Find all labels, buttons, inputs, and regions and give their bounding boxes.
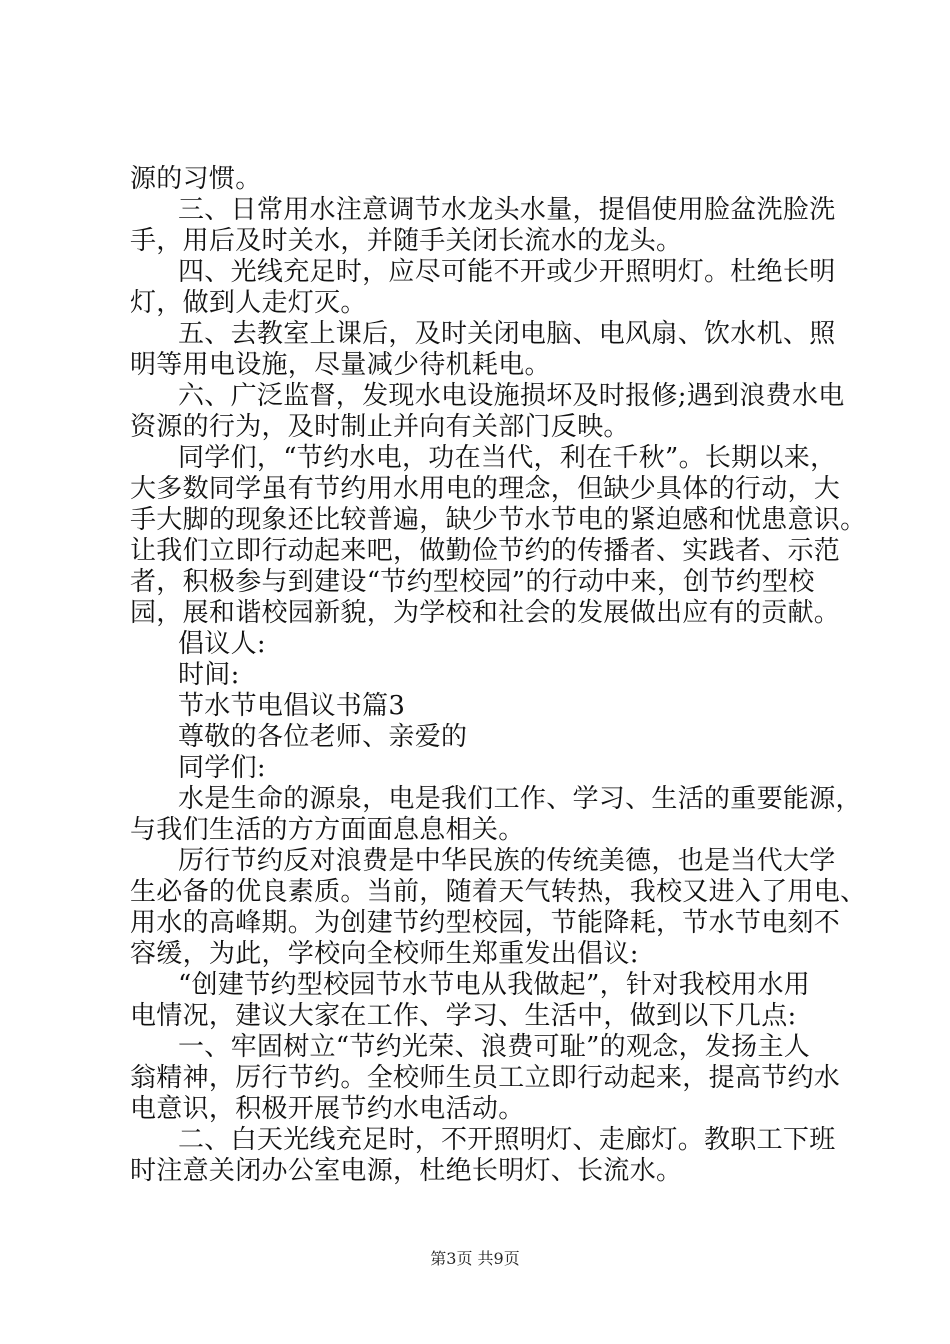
- text-line: 明等用电设施，尽量减少待机耗电。: [130, 350, 551, 380]
- text-line: 四、光线充足时，应尽可能不开或少开照明灯。杜绝长明: [178, 257, 836, 287]
- text-line: 厉行节约反对浪费是中华民族的传统美德，也是当代大学: [178, 846, 836, 876]
- text-line: 生必备的优良素质。当前，随着天气转热，我校又进入了用电、: [130, 877, 867, 907]
- text-line: 水是生命的源泉，电是我们工作、学习、生活的重要能源，: [178, 784, 862, 814]
- text-line: 倡议人:: [178, 629, 266, 659]
- text-line: 三、日常用水注意调节水龙头水量，提倡使用脸盆洗脸洗: [178, 195, 836, 225]
- text-line: “创建节约型校园节水节电从我做起”，针对我校用水用: [178, 970, 811, 1000]
- text-line: 让我们立即行动起来吧，做勤俭节约的传播者、实践者、示范: [130, 536, 841, 566]
- text-line: 尊敬的各位老师、亲爱的: [178, 722, 468, 752]
- text-line: 五、去教室上课后，及时关闭电脑、电风扇、饮水机、照: [178, 319, 836, 349]
- text-line: 容缓，为此，学校向全校师生郑重发出倡议:: [130, 939, 639, 969]
- text-line: 翁精神，厉行节约。全校师生员工立即行动起来，提高节约水: [130, 1063, 841, 1093]
- text-line: 灯，做到人走灯灭。: [130, 288, 367, 318]
- text-line: 大多数同学虽有节约用水用电的理念，但缺少具体的行动，大: [130, 474, 841, 504]
- text-line: 同学们，“节约水电，功在当代，利在千秋”。长期以来，: [178, 443, 837, 473]
- text-line: 用水的高峰期。为创建节约型校园，节能降耗，节水节电刻不: [130, 908, 841, 938]
- text-line: 同学们:: [178, 753, 266, 783]
- text-line: 时注意关闭办公室电源，杜绝长明灯、长流水。: [130, 1156, 683, 1186]
- text-line: 手大脚的现象还比较普遍，缺少节水节电的紧迫感和忧患意识。: [130, 505, 867, 535]
- document-body: [130, 164, 867, 1187]
- text-line: 者，积极参与到建设“节约型校园”的行动中来，创节约型校: [130, 567, 815, 597]
- text-line: 手，用后及时关水，并随手关闭长流水的龙头。: [130, 226, 683, 256]
- text-line: 时间:: [178, 660, 240, 690]
- text-line: 六、广泛监督，发现水电设施损坏及时报修;遇到浪费水电: [178, 381, 845, 411]
- text-line: 资源的行为，及时制止并向有关部门反映。: [130, 412, 630, 442]
- page-footer: 第3页 共9页: [430, 1249, 520, 1268]
- text-line: 电意识，积极开展节约水电活动。: [130, 1094, 525, 1124]
- text-line: 电情况，建议大家在工作、学习、生活中，做到以下几点:: [130, 1001, 797, 1031]
- text-line: 与我们生活的方方面面息息相关。: [130, 815, 525, 845]
- text-line: 园，展和谐校园新貌，为学校和社会的发展做出应有的贡献。: [130, 598, 841, 628]
- text-line: 一、牢固树立“节约光荣、浪费可耻”的观念，发扬主人: [178, 1032, 811, 1062]
- text-line: 节水节电倡议书篇3: [178, 691, 406, 721]
- text-line: 二、白天光线充足时，不开照明灯、走廊灯。教职工下班: [178, 1125, 836, 1155]
- text-line: 源的习惯。: [130, 164, 262, 194]
